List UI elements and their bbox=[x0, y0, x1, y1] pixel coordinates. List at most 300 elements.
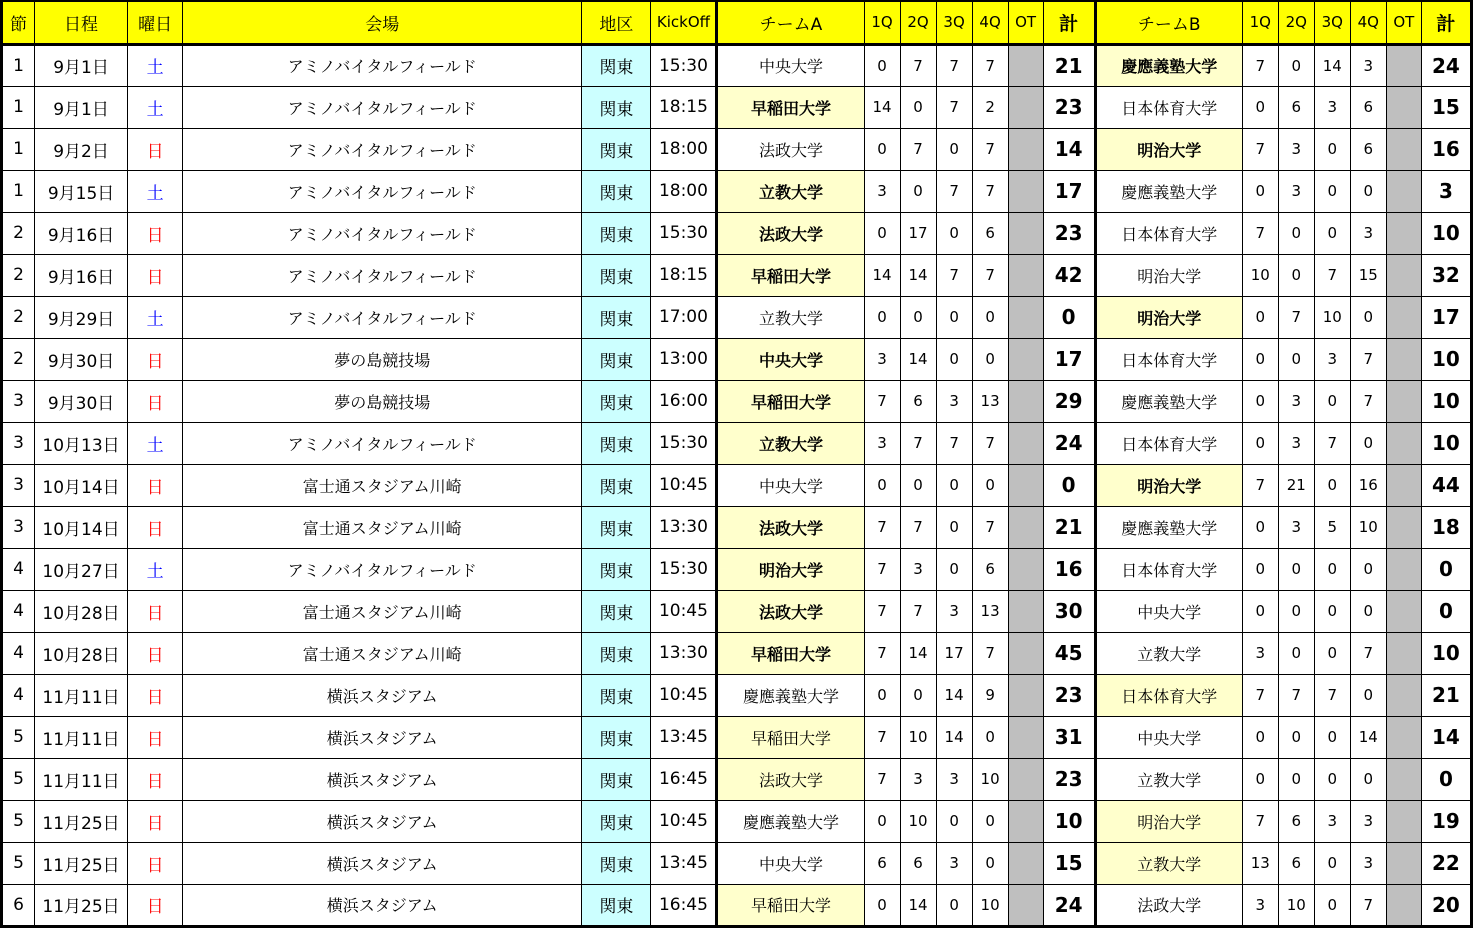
team-a-cell: 法政大学 bbox=[717, 506, 864, 548]
date-cell: 9月30日 bbox=[35, 338, 128, 380]
team-a-total-cell: 0 bbox=[1043, 464, 1095, 506]
kickoff-cell: 16:45 bbox=[651, 758, 717, 800]
team-b-ot-cell bbox=[1386, 632, 1421, 674]
venue-cell: アミノバイタルフィールド bbox=[183, 86, 582, 128]
round-cell: 4 bbox=[2, 674, 35, 716]
team-b-q3-cell: 0 bbox=[1314, 380, 1350, 422]
date-cell: 10月28日 bbox=[35, 632, 128, 674]
team-a-q2-cell: 0 bbox=[900, 296, 936, 338]
team-b-ot-cell bbox=[1386, 842, 1421, 884]
team-b-q1-cell: 7 bbox=[1242, 212, 1278, 254]
team-b-q4-cell: 14 bbox=[1350, 716, 1386, 758]
team-a-q2-cell: 10 bbox=[900, 800, 936, 842]
header-team-b: チームB bbox=[1095, 1, 1242, 44]
header-team-a-q2: 2Q bbox=[900, 1, 936, 44]
team-a-q2-cell: 14 bbox=[900, 254, 936, 296]
team-b-q2-cell: 6 bbox=[1278, 800, 1314, 842]
team-a-cell: 早稲田大学 bbox=[717, 86, 864, 128]
team-a-total-cell: 24 bbox=[1043, 884, 1095, 926]
team-a-q4-cell: 10 bbox=[972, 758, 1008, 800]
team-a-q1-cell: 0 bbox=[864, 296, 900, 338]
team-b-ot-cell bbox=[1386, 674, 1421, 716]
team-a-ot-cell bbox=[1008, 800, 1043, 842]
region-cell: 関東 bbox=[582, 716, 651, 758]
team-b-q3-cell: 0 bbox=[1314, 548, 1350, 590]
team-a-ot-cell bbox=[1008, 632, 1043, 674]
team-b-q2-cell: 0 bbox=[1278, 338, 1314, 380]
header-venue: 会場 bbox=[183, 1, 582, 44]
table-row bbox=[2, 758, 1472, 800]
team-b-q2-cell: 0 bbox=[1278, 716, 1314, 758]
team-b-q1-cell: 0 bbox=[1242, 716, 1278, 758]
team-a-cell: 明治大学 bbox=[717, 548, 864, 590]
team-b-q3-cell: 14 bbox=[1314, 44, 1350, 86]
team-a-ot-cell bbox=[1008, 128, 1043, 170]
team-b-ot-cell bbox=[1386, 548, 1421, 590]
table-row bbox=[2, 842, 1472, 884]
region-cell: 関東 bbox=[582, 758, 651, 800]
header-team-a: チームA bbox=[717, 1, 864, 44]
team-a-q4-cell: 7 bbox=[972, 254, 1008, 296]
team-a-q2-cell: 0 bbox=[900, 170, 936, 212]
date-cell: 9月15日 bbox=[35, 170, 128, 212]
team-a-q2-cell: 0 bbox=[900, 674, 936, 716]
kickoff-cell: 10:45 bbox=[651, 590, 717, 632]
weekday-cell: 土 bbox=[128, 86, 183, 128]
kickoff-cell: 18:15 bbox=[651, 254, 717, 296]
region-cell: 関東 bbox=[582, 548, 651, 590]
team-a-q4-cell: 7 bbox=[972, 632, 1008, 674]
team-a-q2-cell: 7 bbox=[900, 128, 936, 170]
header-round: 節 bbox=[2, 1, 35, 44]
weekday-cell: 日 bbox=[128, 632, 183, 674]
team-a-q4-cell: 7 bbox=[972, 506, 1008, 548]
team-b-q3-cell: 0 bbox=[1314, 212, 1350, 254]
region-cell: 関東 bbox=[582, 170, 651, 212]
team-b-q4-cell: 3 bbox=[1350, 212, 1386, 254]
team-b-q3-cell: 7 bbox=[1314, 422, 1350, 464]
region-cell: 関東 bbox=[582, 338, 651, 380]
kickoff-cell: 15:30 bbox=[651, 44, 717, 86]
weekday-cell: 土 bbox=[128, 422, 183, 464]
team-b-q1-cell: 0 bbox=[1242, 338, 1278, 380]
team-b-q2-cell: 0 bbox=[1278, 632, 1314, 674]
weekday-cell: 日 bbox=[128, 506, 183, 548]
team-b-q4-cell: 15 bbox=[1350, 254, 1386, 296]
team-b-q2-cell: 6 bbox=[1278, 842, 1314, 884]
team-a-q3-cell: 0 bbox=[936, 548, 972, 590]
team-a-q3-cell: 14 bbox=[936, 716, 972, 758]
team-b-q2-cell: 10 bbox=[1278, 884, 1314, 926]
team-b-cell: 明治大学 bbox=[1095, 800, 1242, 842]
team-a-total-cell: 10 bbox=[1043, 800, 1095, 842]
kickoff-cell: 10:45 bbox=[651, 800, 717, 842]
team-a-q3-cell: 17 bbox=[936, 632, 972, 674]
team-b-q3-cell: 7 bbox=[1314, 254, 1350, 296]
team-b-q1-cell: 0 bbox=[1242, 758, 1278, 800]
team-a-q1-cell: 0 bbox=[864, 44, 900, 86]
team-b-cell: 慶應義塾大学 bbox=[1095, 506, 1242, 548]
region-cell: 関東 bbox=[582, 674, 651, 716]
team-a-ot-cell bbox=[1008, 170, 1043, 212]
venue-cell: アミノバイタルフィールド bbox=[183, 254, 582, 296]
team-b-cell: 日本体育大学 bbox=[1095, 212, 1242, 254]
team-b-q3-cell: 0 bbox=[1314, 716, 1350, 758]
team-b-ot-cell bbox=[1386, 44, 1421, 86]
region-cell: 関東 bbox=[582, 464, 651, 506]
venue-cell: アミノバイタルフィールド bbox=[183, 548, 582, 590]
team-a-q2-cell: 7 bbox=[900, 44, 936, 86]
weekday-cell: 日 bbox=[128, 338, 183, 380]
team-a-total-cell: 42 bbox=[1043, 254, 1095, 296]
weekday-cell: 日 bbox=[128, 842, 183, 884]
team-a-q1-cell: 0 bbox=[864, 212, 900, 254]
team-b-q4-cell: 7 bbox=[1350, 338, 1386, 380]
kickoff-cell: 18:00 bbox=[651, 170, 717, 212]
team-a-q4-cell: 0 bbox=[972, 338, 1008, 380]
team-a-q4-cell: 13 bbox=[972, 380, 1008, 422]
team-a-q1-cell: 14 bbox=[864, 86, 900, 128]
team-b-q3-cell: 10 bbox=[1314, 296, 1350, 338]
team-a-total-cell: 23 bbox=[1043, 212, 1095, 254]
team-b-cell: 慶應義塾大学 bbox=[1095, 170, 1242, 212]
header-region: 地区 bbox=[582, 1, 651, 44]
header-team-b-total: 計 bbox=[1421, 1, 1471, 44]
team-b-cell: 立教大学 bbox=[1095, 632, 1242, 674]
team-a-total-cell: 21 bbox=[1043, 506, 1095, 548]
team-a-ot-cell bbox=[1008, 506, 1043, 548]
region-cell: 関東 bbox=[582, 422, 651, 464]
table-row bbox=[2, 44, 1472, 86]
team-b-q4-cell: 7 bbox=[1350, 632, 1386, 674]
team-a-q4-cell: 7 bbox=[972, 128, 1008, 170]
team-b-q2-cell: 3 bbox=[1278, 422, 1314, 464]
weekday-cell: 日 bbox=[128, 884, 183, 926]
kickoff-cell: 18:00 bbox=[651, 128, 717, 170]
venue-cell: アミノバイタルフィールド bbox=[183, 128, 582, 170]
team-a-q4-cell: 13 bbox=[972, 590, 1008, 632]
team-a-cell: 中央大学 bbox=[717, 464, 864, 506]
kickoff-cell: 13:45 bbox=[651, 716, 717, 758]
team-b-ot-cell bbox=[1386, 380, 1421, 422]
team-b-total-cell: 14 bbox=[1421, 716, 1471, 758]
team-a-q4-cell: 10 bbox=[972, 884, 1008, 926]
team-a-cell: 法政大学 bbox=[717, 590, 864, 632]
team-b-q1-cell: 13 bbox=[1242, 842, 1278, 884]
team-a-q1-cell: 7 bbox=[864, 506, 900, 548]
region-cell: 関東 bbox=[582, 86, 651, 128]
region-cell: 関東 bbox=[582, 128, 651, 170]
team-a-q1-cell: 6 bbox=[864, 842, 900, 884]
team-a-q2-cell: 17 bbox=[900, 212, 936, 254]
team-a-total-cell: 14 bbox=[1043, 128, 1095, 170]
team-a-cell: 早稲田大学 bbox=[717, 632, 864, 674]
team-a-q1-cell: 3 bbox=[864, 338, 900, 380]
team-b-total-cell: 3 bbox=[1421, 170, 1471, 212]
team-b-q2-cell: 0 bbox=[1278, 44, 1314, 86]
team-a-q2-cell: 0 bbox=[900, 86, 936, 128]
team-a-total-cell: 45 bbox=[1043, 632, 1095, 674]
venue-cell: アミノバイタルフィールド bbox=[183, 212, 582, 254]
team-a-total-cell: 31 bbox=[1043, 716, 1095, 758]
round-cell: 2 bbox=[2, 212, 35, 254]
team-a-q2-cell: 7 bbox=[900, 506, 936, 548]
team-b-ot-cell bbox=[1386, 590, 1421, 632]
date-cell: 11月25日 bbox=[35, 884, 128, 926]
date-cell: 9月16日 bbox=[35, 212, 128, 254]
team-b-q4-cell: 0 bbox=[1350, 758, 1386, 800]
team-a-q4-cell: 6 bbox=[972, 212, 1008, 254]
team-b-cell: 明治大学 bbox=[1095, 128, 1242, 170]
venue-cell: 夢の島競技場 bbox=[183, 380, 582, 422]
team-b-q4-cell: 0 bbox=[1350, 674, 1386, 716]
team-b-q4-cell: 0 bbox=[1350, 422, 1386, 464]
region-cell: 関東 bbox=[582, 800, 651, 842]
weekday-cell: 土 bbox=[128, 296, 183, 338]
team-b-q2-cell: 21 bbox=[1278, 464, 1314, 506]
venue-cell: 富士通スタジアム川崎 bbox=[183, 464, 582, 506]
team-b-q1-cell: 0 bbox=[1242, 296, 1278, 338]
date-cell: 11月11日 bbox=[35, 674, 128, 716]
team-a-q1-cell: 7 bbox=[864, 548, 900, 590]
team-a-cell: 早稲田大学 bbox=[717, 716, 864, 758]
table-row bbox=[2, 254, 1472, 296]
team-a-ot-cell bbox=[1008, 716, 1043, 758]
table-row bbox=[2, 170, 1472, 212]
team-b-ot-cell bbox=[1386, 170, 1421, 212]
team-a-q3-cell: 0 bbox=[936, 464, 972, 506]
team-a-q1-cell: 0 bbox=[864, 674, 900, 716]
table-row bbox=[2, 632, 1472, 674]
team-b-q4-cell: 6 bbox=[1350, 86, 1386, 128]
team-a-q4-cell: 7 bbox=[972, 44, 1008, 86]
team-b-total-cell: 0 bbox=[1421, 548, 1471, 590]
round-cell: 5 bbox=[2, 716, 35, 758]
weekday-cell: 日 bbox=[128, 380, 183, 422]
round-cell: 2 bbox=[2, 338, 35, 380]
team-b-q1-cell: 7 bbox=[1242, 44, 1278, 86]
team-a-cell: 法政大学 bbox=[717, 128, 864, 170]
round-cell: 5 bbox=[2, 758, 35, 800]
table-row bbox=[2, 380, 1472, 422]
header-team-b-q2: 2Q bbox=[1278, 1, 1314, 44]
team-b-q3-cell: 3 bbox=[1314, 800, 1350, 842]
team-a-q2-cell: 7 bbox=[900, 422, 936, 464]
table-row bbox=[2, 212, 1472, 254]
venue-cell: 横浜スタジアム bbox=[183, 842, 582, 884]
date-cell: 11月25日 bbox=[35, 842, 128, 884]
team-a-q1-cell: 7 bbox=[864, 632, 900, 674]
team-b-q2-cell: 7 bbox=[1278, 674, 1314, 716]
team-a-q3-cell: 0 bbox=[936, 800, 972, 842]
region-cell: 関東 bbox=[582, 506, 651, 548]
team-b-q2-cell: 0 bbox=[1278, 548, 1314, 590]
table-row bbox=[2, 716, 1472, 758]
team-a-total-cell: 21 bbox=[1043, 44, 1095, 86]
team-a-q1-cell: 0 bbox=[864, 128, 900, 170]
team-a-q4-cell: 7 bbox=[972, 170, 1008, 212]
header-weekday: 曜日 bbox=[128, 1, 183, 44]
team-b-q1-cell: 0 bbox=[1242, 170, 1278, 212]
team-b-total-cell: 10 bbox=[1421, 632, 1471, 674]
team-b-ot-cell bbox=[1386, 800, 1421, 842]
team-a-cell: 法政大学 bbox=[717, 212, 864, 254]
region-cell: 関東 bbox=[582, 380, 651, 422]
team-b-q4-cell: 0 bbox=[1350, 296, 1386, 338]
team-a-total-cell: 15 bbox=[1043, 842, 1095, 884]
venue-cell: 夢の島競技場 bbox=[183, 338, 582, 380]
team-a-total-cell: 16 bbox=[1043, 548, 1095, 590]
team-a-q4-cell: 0 bbox=[972, 716, 1008, 758]
team-a-q3-cell: 3 bbox=[936, 380, 972, 422]
round-cell: 1 bbox=[2, 44, 35, 86]
region-cell: 関東 bbox=[582, 590, 651, 632]
header-team-b-q1: 1Q bbox=[1242, 1, 1278, 44]
round-cell: 2 bbox=[2, 296, 35, 338]
team-b-cell: 日本体育大学 bbox=[1095, 422, 1242, 464]
round-cell: 4 bbox=[2, 632, 35, 674]
team-b-q1-cell: 7 bbox=[1242, 674, 1278, 716]
team-b-ot-cell bbox=[1386, 212, 1421, 254]
team-b-cell: 日本体育大学 bbox=[1095, 86, 1242, 128]
team-b-cell: 日本体育大学 bbox=[1095, 674, 1242, 716]
team-b-q2-cell: 3 bbox=[1278, 506, 1314, 548]
venue-cell: 横浜スタジアム bbox=[183, 716, 582, 758]
team-a-total-cell: 24 bbox=[1043, 422, 1095, 464]
venue-cell: 横浜スタジアム bbox=[183, 674, 582, 716]
table-body bbox=[2, 44, 1472, 926]
team-a-ot-cell bbox=[1008, 464, 1043, 506]
region-cell: 関東 bbox=[582, 254, 651, 296]
weekday-cell: 土 bbox=[128, 170, 183, 212]
date-cell: 9月1日 bbox=[35, 44, 128, 86]
kickoff-cell: 17:00 bbox=[651, 296, 717, 338]
team-a-ot-cell bbox=[1008, 338, 1043, 380]
team-b-q1-cell: 0 bbox=[1242, 380, 1278, 422]
header-team-a-total: 計 bbox=[1043, 1, 1095, 44]
team-b-q4-cell: 0 bbox=[1350, 548, 1386, 590]
region-cell: 関東 bbox=[582, 632, 651, 674]
team-b-q2-cell: 0 bbox=[1278, 590, 1314, 632]
team-b-q3-cell: 3 bbox=[1314, 338, 1350, 380]
date-cell: 10月13日 bbox=[35, 422, 128, 464]
venue-cell: アミノバイタルフィールド bbox=[183, 422, 582, 464]
team-a-q3-cell: 0 bbox=[936, 506, 972, 548]
team-a-ot-cell bbox=[1008, 758, 1043, 800]
team-b-q3-cell: 0 bbox=[1314, 464, 1350, 506]
team-b-ot-cell bbox=[1386, 338, 1421, 380]
team-b-total-cell: 32 bbox=[1421, 254, 1471, 296]
team-a-q4-cell: 6 bbox=[972, 548, 1008, 590]
team-b-total-cell: 0 bbox=[1421, 590, 1471, 632]
team-a-q4-cell: 0 bbox=[972, 842, 1008, 884]
round-cell: 1 bbox=[2, 170, 35, 212]
kickoff-cell: 13:00 bbox=[651, 338, 717, 380]
team-b-q3-cell: 0 bbox=[1314, 842, 1350, 884]
round-cell: 3 bbox=[2, 422, 35, 464]
team-b-total-cell: 0 bbox=[1421, 758, 1471, 800]
team-a-q2-cell: 3 bbox=[900, 548, 936, 590]
round-cell: 3 bbox=[2, 380, 35, 422]
team-a-q2-cell: 7 bbox=[900, 590, 936, 632]
team-b-cell: 立教大学 bbox=[1095, 758, 1242, 800]
weekday-cell: 日 bbox=[128, 800, 183, 842]
table-row bbox=[2, 884, 1472, 926]
team-b-q2-cell: 7 bbox=[1278, 296, 1314, 338]
team-a-q1-cell: 7 bbox=[864, 590, 900, 632]
team-b-ot-cell bbox=[1386, 884, 1421, 926]
team-a-ot-cell bbox=[1008, 296, 1043, 338]
team-a-q2-cell: 14 bbox=[900, 338, 936, 380]
team-b-ot-cell bbox=[1386, 464, 1421, 506]
table-row bbox=[2, 590, 1472, 632]
round-cell: 1 bbox=[2, 128, 35, 170]
region-cell: 関東 bbox=[582, 44, 651, 86]
team-b-total-cell: 21 bbox=[1421, 674, 1471, 716]
team-b-q3-cell: 5 bbox=[1314, 506, 1350, 548]
date-cell: 9月2日 bbox=[35, 128, 128, 170]
team-b-q4-cell: 7 bbox=[1350, 380, 1386, 422]
venue-cell: アミノバイタルフィールド bbox=[183, 170, 582, 212]
kickoff-cell: 16:45 bbox=[651, 884, 717, 926]
team-b-total-cell: 22 bbox=[1421, 842, 1471, 884]
team-b-total-cell: 16 bbox=[1421, 128, 1471, 170]
team-b-q4-cell: 10 bbox=[1350, 506, 1386, 548]
team-a-cell: 早稲田大学 bbox=[717, 380, 864, 422]
team-a-q3-cell: 0 bbox=[936, 338, 972, 380]
team-a-total-cell: 30 bbox=[1043, 590, 1095, 632]
team-a-ot-cell bbox=[1008, 44, 1043, 86]
team-a-q2-cell: 0 bbox=[900, 464, 936, 506]
team-a-cell: 慶應義塾大学 bbox=[717, 800, 864, 842]
team-a-q3-cell: 3 bbox=[936, 758, 972, 800]
weekday-cell: 日 bbox=[128, 212, 183, 254]
team-a-q2-cell: 3 bbox=[900, 758, 936, 800]
team-b-cell: 明治大学 bbox=[1095, 296, 1242, 338]
round-cell: 5 bbox=[2, 842, 35, 884]
team-b-total-cell: 10 bbox=[1421, 338, 1471, 380]
team-a-q4-cell: 0 bbox=[972, 800, 1008, 842]
date-cell: 10月14日 bbox=[35, 506, 128, 548]
table-row bbox=[2, 338, 1472, 380]
team-a-cell: 中央大学 bbox=[717, 338, 864, 380]
round-cell: 5 bbox=[2, 800, 35, 842]
round-cell: 1 bbox=[2, 86, 35, 128]
date-cell: 9月29日 bbox=[35, 296, 128, 338]
team-b-q4-cell: 3 bbox=[1350, 800, 1386, 842]
team-b-q1-cell: 7 bbox=[1242, 464, 1278, 506]
table-row bbox=[2, 422, 1472, 464]
weekday-cell: 日 bbox=[128, 464, 183, 506]
team-b-total-cell: 18 bbox=[1421, 506, 1471, 548]
team-b-ot-cell bbox=[1386, 296, 1421, 338]
date-cell: 11月25日 bbox=[35, 800, 128, 842]
team-a-q1-cell: 0 bbox=[864, 800, 900, 842]
kickoff-cell: 10:45 bbox=[651, 674, 717, 716]
team-a-q4-cell: 0 bbox=[972, 296, 1008, 338]
team-a-q3-cell: 3 bbox=[936, 842, 972, 884]
team-b-ot-cell bbox=[1386, 128, 1421, 170]
table-row bbox=[2, 464, 1472, 506]
kickoff-cell: 16:00 bbox=[651, 380, 717, 422]
team-b-q1-cell: 0 bbox=[1242, 590, 1278, 632]
team-a-q3-cell: 7 bbox=[936, 254, 972, 296]
venue-cell: 横浜スタジアム bbox=[183, 758, 582, 800]
table-row bbox=[2, 800, 1472, 842]
team-b-q1-cell: 3 bbox=[1242, 632, 1278, 674]
team-a-ot-cell bbox=[1008, 422, 1043, 464]
team-a-q1-cell: 7 bbox=[864, 758, 900, 800]
